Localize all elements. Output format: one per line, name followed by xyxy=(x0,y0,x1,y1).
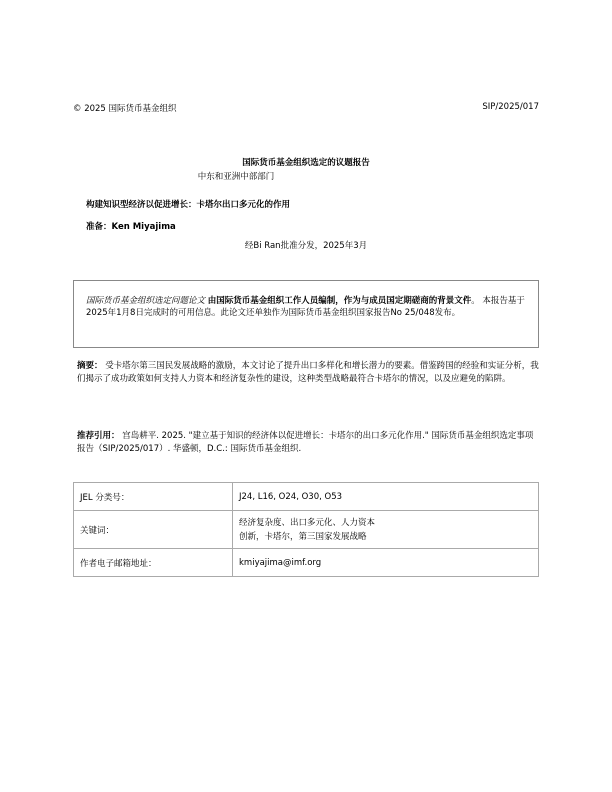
notice-italic-lead: 国际货币基金组织选定问题论文 xyxy=(86,296,206,306)
series-title: 国际货币基金组织选定的议题报告 xyxy=(242,158,370,168)
department-text: 中东和亚洲中部部门 xyxy=(197,172,275,182)
keywords-line-1: 经济复杂度、出口多元化、人力资本 xyxy=(239,517,376,528)
approval-line: 经Bi Ran批准分发，2025年3月 xyxy=(244,241,368,251)
keywords-label: 关键词： xyxy=(74,511,233,549)
citation-text: 宫岛耕平. 2025. "建立基于知识的经济体以促进增长：卡塔尔的出口多元化作用." 国际货币基金组织选定事项报告（SIP/2025/017）. 华盛顿，D.C.: 国际货币基金组织. xyxy=(77,431,534,454)
notice-rest: 。 本报告基于2025年1月8日完成时的可用信息。此论文还单独作为国际货币基金组织国家报告No 25/048发布。 xyxy=(86,296,525,318)
jel-label: JEL 分类号： xyxy=(74,483,233,511)
table-row xyxy=(74,483,539,511)
jel-value: J24, L16, O24, O30, O53 xyxy=(233,483,539,511)
document-number: SIP/2025/017 xyxy=(482,102,539,112)
table-row xyxy=(74,511,539,549)
abstract xyxy=(77,360,539,385)
email-label: 作者电子邮箱地址： xyxy=(74,549,233,577)
metadata-table xyxy=(73,482,539,577)
author-line: 准备：Ken Miyajima xyxy=(86,222,176,232)
notice-bold-text: 由国际货币基金组织工作人员编制，作为与成员国定期磋商的背景文件 xyxy=(207,296,472,306)
department-line xyxy=(0,170,612,182)
notice-text xyxy=(86,295,536,319)
abstract-label: 摘要： xyxy=(77,361,103,371)
abstract-text: 受卡塔尔第三国民发展战略的激励，本文讨论了提升出口多样化和增长潜力的要素。借鉴跨国的经验和实证分析，我们揭示了成功政策如何支持人力资本和经济复杂性的建设，这种类型战略最符合卡塔尔的情况，以及应避免的陷阱。 xyxy=(77,361,539,384)
keywords-value xyxy=(233,511,539,549)
notice-box xyxy=(73,280,539,348)
recommended-citation xyxy=(77,430,539,455)
citation-label: 推荐引用： xyxy=(77,431,120,441)
copyright-text: © 2025 国际货币基金组织 xyxy=(73,104,177,114)
table-row xyxy=(74,549,539,577)
author-email[interactable]: kmiyajima@imf.org xyxy=(233,549,539,577)
keywords-line-2: 创新，卡塔尔，第三国家发展战略 xyxy=(239,531,367,542)
paper-title: 构建知识型经济以促进增长：卡塔尔出口多元化的作用 xyxy=(86,200,291,210)
